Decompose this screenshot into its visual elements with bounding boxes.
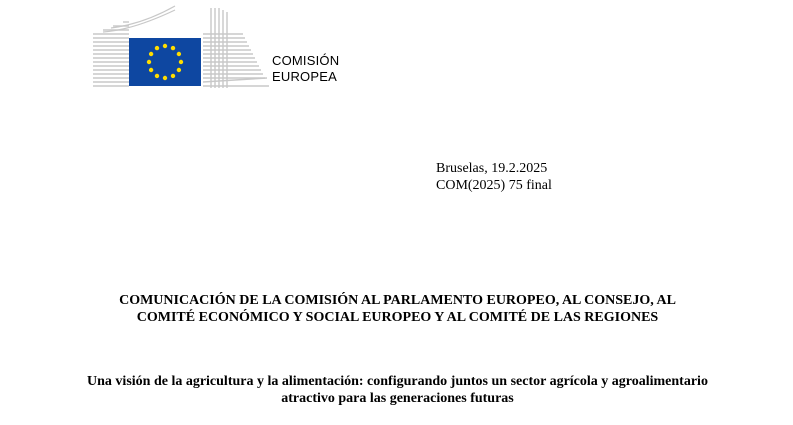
document-meta [436,160,552,194]
place-date: Bruselas, 19.2.2025 [436,161,548,176]
organization-name-line2: EUROPEA [272,69,337,84]
organization-name-line1: COMISIÓN [272,53,340,68]
european-commission-logo-icon [93,4,273,90]
organization-name [272,53,339,85]
document-reference: COM(2025) 75 final [436,178,552,193]
document-subtitle: Una visión de la agricultura y la alimentación: configurando juntos un sector agrícola y agroalimentario atractivo para las generaciones futuras [87,374,708,406]
document-title: COMUNICACIÓN DE LA COMISIÓN AL PARLAMENTO EUROPEO, AL CONSEJO, AL COMITÉ ECONÓMICO Y SOCIAL EUROPEO Y AL COMITÉ DE LAS REGIONES [119,293,676,325]
